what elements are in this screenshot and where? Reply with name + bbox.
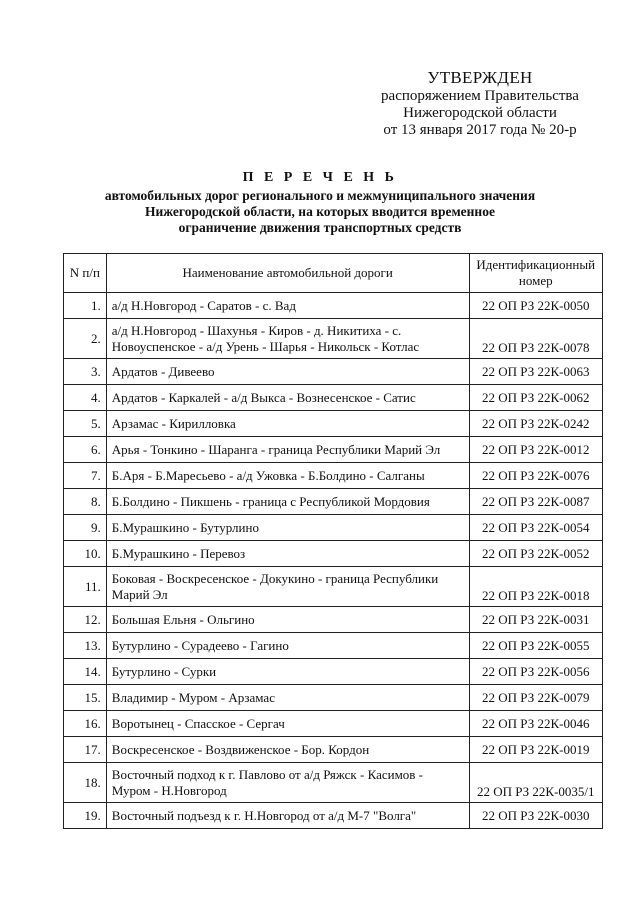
row-road-name: Арья - Тонкино - Шаранга - граница Республики Марий Эл [106, 437, 469, 463]
approval-stamp [380, 68, 580, 139]
document-title: П Е Р Е Ч Е Н Ь [242, 170, 398, 185]
roads-table [63, 253, 603, 829]
row-road-code: 22 ОП РЗ 22К-0035/1 [469, 763, 603, 803]
row-road-code: 22 ОП РЗ 22К-0078 [469, 319, 603, 359]
row-road-name: Ардатов - Каркалей - а/д Выкса - Вознесенское - Сатис [106, 385, 469, 411]
approval-line-3: от 13 января 2017 года № 20-р [383, 122, 577, 138]
row-road-code: 22 ОП РЗ 22К-0012 [469, 437, 603, 463]
row-road-name: Воскресенское - Воздвиженское - Бор. Кордон [106, 737, 469, 763]
row-road-code: 22 ОП РЗ 22К-0052 [469, 541, 603, 567]
table-row [64, 411, 603, 437]
table-row [64, 659, 603, 685]
row-num: 11. [64, 567, 107, 607]
table-row [64, 437, 603, 463]
table-header-row [64, 254, 603, 293]
row-num: 1. [64, 293, 107, 319]
row-road-code: 22 ОП РЗ 22К-0056 [469, 659, 603, 685]
row-road-code: 22 ОП РЗ 22К-0050 [469, 293, 603, 319]
row-num: 10. [64, 541, 107, 567]
row-road-name: Ардатов - Дивеево [106, 359, 469, 385]
row-road-code: 22 ОП РЗ 22К-0062 [469, 385, 603, 411]
row-road-name: Воротынец - Спасское - Сергач [106, 711, 469, 737]
table-row [64, 763, 603, 803]
table-row [64, 541, 603, 567]
row-road-code: 22 ОП РЗ 22К-0087 [469, 489, 603, 515]
row-num: 7. [64, 463, 107, 489]
row-road-code: 22 ОП РЗ 22К-0079 [469, 685, 603, 711]
row-num: 9. [64, 515, 107, 541]
approval-line-2: Нижегородской области [403, 105, 557, 121]
row-road-code: 22 ОП РЗ 22К-0055 [469, 633, 603, 659]
row-road-code: 22 ОП РЗ 22К-0031 [469, 607, 603, 633]
row-num: 2. [64, 319, 107, 359]
row-road-name: Б.Мурашкино - Бутурлино [106, 515, 469, 541]
row-road-name: Арзамас - Кирилловка [106, 411, 469, 437]
row-road-code: 22 ОП РЗ 22К-0018 [469, 567, 603, 607]
table-row [64, 737, 603, 763]
row-num: 17. [64, 737, 107, 763]
row-road-name: Бутурлино - Сурки [106, 659, 469, 685]
row-num: 15. [64, 685, 107, 711]
row-num: 8. [64, 489, 107, 515]
table-row [64, 359, 603, 385]
heading-line-2: Нижегородской области, на которых вводится временное [145, 204, 495, 219]
row-road-name: Боковая - Воскресенское - Докукино - граница Республики Марий Эл [106, 567, 469, 607]
table-row [64, 515, 603, 541]
approval-title: УТВЕРЖДЕН [427, 68, 533, 87]
heading-line-1: автомобильных дорог регионального и межмуниципального значения [104, 188, 536, 203]
row-road-code: 22 ОП РЗ 22К-0046 [469, 711, 603, 737]
approval-line-1: распоряжением Правительства [381, 88, 579, 104]
row-road-code: 22 ОП РЗ 22К-0076 [469, 463, 603, 489]
table-row [64, 463, 603, 489]
row-road-code: 22 ОП РЗ 22К-0063 [469, 359, 603, 385]
row-num: 6. [64, 437, 107, 463]
row-road-name: Владимир - Муром - Арзамас [106, 685, 469, 711]
table-row [64, 385, 603, 411]
row-road-name: Б.Болдино - Пикшень - граница с Республикой Мордовия [106, 489, 469, 515]
row-road-name: Бутурлино - Сурадеево - Гагино [106, 633, 469, 659]
table-row [64, 293, 603, 319]
row-road-name: Большая Ельня - Ольгино [106, 607, 469, 633]
row-num: 16. [64, 711, 107, 737]
header-name: Наименование автомобильной дороги [106, 254, 469, 293]
row-road-name: а/д Н.Новгород - Саратов - с. Вад [106, 293, 469, 319]
row-num: 3. [64, 359, 107, 385]
document-heading [80, 170, 560, 236]
table-row [64, 803, 603, 829]
row-num: 19. [64, 803, 107, 829]
row-num: 12. [64, 607, 107, 633]
table-row [64, 633, 603, 659]
row-num: 4. [64, 385, 107, 411]
row-num: 13. [64, 633, 107, 659]
row-num: 18. [64, 763, 107, 803]
row-road-name: а/д Н.Новгород - Шахунья - Киров - д. Никитиха - с. Новоуспенское - а/д Урень - Шарья - Никольск - Котлас [106, 319, 469, 359]
heading-line-3: ограничение движения транспортных средств [178, 220, 462, 235]
table-row [64, 489, 603, 515]
table-row [64, 685, 603, 711]
table-row [64, 607, 603, 633]
row-num: 5. [64, 411, 107, 437]
table-row [64, 567, 603, 607]
row-road-code: 22 ОП РЗ 22К-0242 [469, 411, 603, 437]
header-num: N п/п [64, 254, 107, 293]
row-road-code: 22 ОП РЗ 22К-0019 [469, 737, 603, 763]
row-road-code: 22 ОП РЗ 22К-0054 [469, 515, 603, 541]
header-code: Идентификационный номер [469, 254, 603, 293]
table-row [64, 711, 603, 737]
row-road-name: Восточный подъезд к г. Н.Новгород от а/д М-7 "Волга" [106, 803, 469, 829]
row-road-code: 22 ОП РЗ 22К-0030 [469, 803, 603, 829]
row-road-name: Б.Аря - Б.Маресьево - а/д Ужовка - Б.Болдино - Салганы [106, 463, 469, 489]
row-road-name: Б.Мурашкино - Перевоз [106, 541, 469, 567]
row-num: 14. [64, 659, 107, 685]
table-row [64, 319, 603, 359]
row-road-name: Восточный подход к г. Павлово от а/д Ряжск - Касимов - Муром - Н.Новгород [106, 763, 469, 803]
